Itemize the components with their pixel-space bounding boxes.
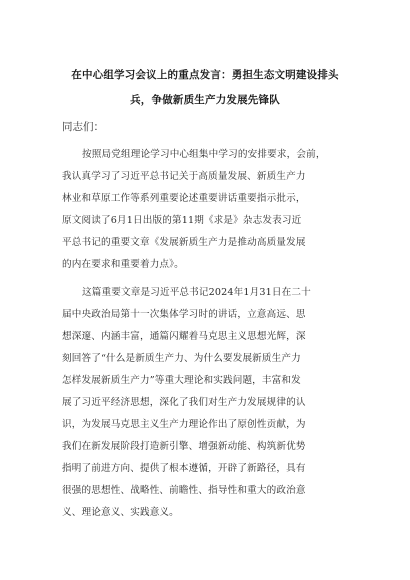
paragraph-2-line-3: 想深邃、内涵丰富，通篇闪耀着马克思主义思想光辉，深 (62, 331, 306, 342)
paragraph-1-line-5: 平总书记的重要文章《发展新质生产力是推动高质量发展 (62, 237, 306, 248)
document-title-line-2: 兵，争做新质生产力发展先锋队 (130, 94, 280, 106)
paragraph-1-line-3: 林业和草原工作等系列重要论述重要讲话重要指示批示， (62, 193, 306, 204)
paragraph-1-line-2: 我认真学习了习近平总书记关于高质量发展、新质生产力 (62, 171, 306, 182)
paragraph-2-line-9: 指明了前进方向、提供了根本遵循，开辟了新路径，具有 (62, 463, 306, 474)
paragraph-2-line-8: 我们在新发展阶段打造新引擎、增强新动能、构筑新优势 (62, 441, 306, 452)
paragraph-2-line-1: 这篇重要文章是习近平总书记2024年1月31日在二十 (82, 287, 311, 298)
paragraph-2-line-4: 刻回答了“什么是新质生产力、为什么要发展新质生产力 (62, 353, 301, 364)
paragraph-1-line-1: 按照局党组理论学习中心组集中学习的安排要求，会前， (82, 149, 326, 160)
salutation: 同志们： (62, 121, 104, 133)
document-title-line-1: 在中心组学习会议上的重点发言：勇担生态文明建设排头 (71, 69, 339, 81)
paragraph-2-line-10: 很强的思想性、战略性、前瞻性、指导性和重大的政治意 (62, 485, 306, 496)
paragraph-2-line-7: 识，为发展马克思主义生产力理论作出了原创性贡献，为 (62, 419, 306, 430)
paragraph-2-line-11: 义、理论意义、实践意义。 (62, 507, 179, 518)
paragraph-2-line-5: 怎样发展新质生产力”等重大理论和实践问题，丰富和发 (62, 375, 301, 386)
paragraph-2-line-2: 届中央政治局第十一次集体学习时的讲话，立意高远、思 (62, 309, 306, 320)
paragraph-1-line-6: 的内在要求和重要着力点》。 (62, 259, 184, 270)
paragraph-1-line-4: 原文阅读了6月1日出版的第11期《求是》杂志发表习近 (62, 215, 302, 226)
paragraph-2-line-6: 展了习近平经济思想，深化了我们对生产力发展规律的认 (62, 397, 306, 408)
